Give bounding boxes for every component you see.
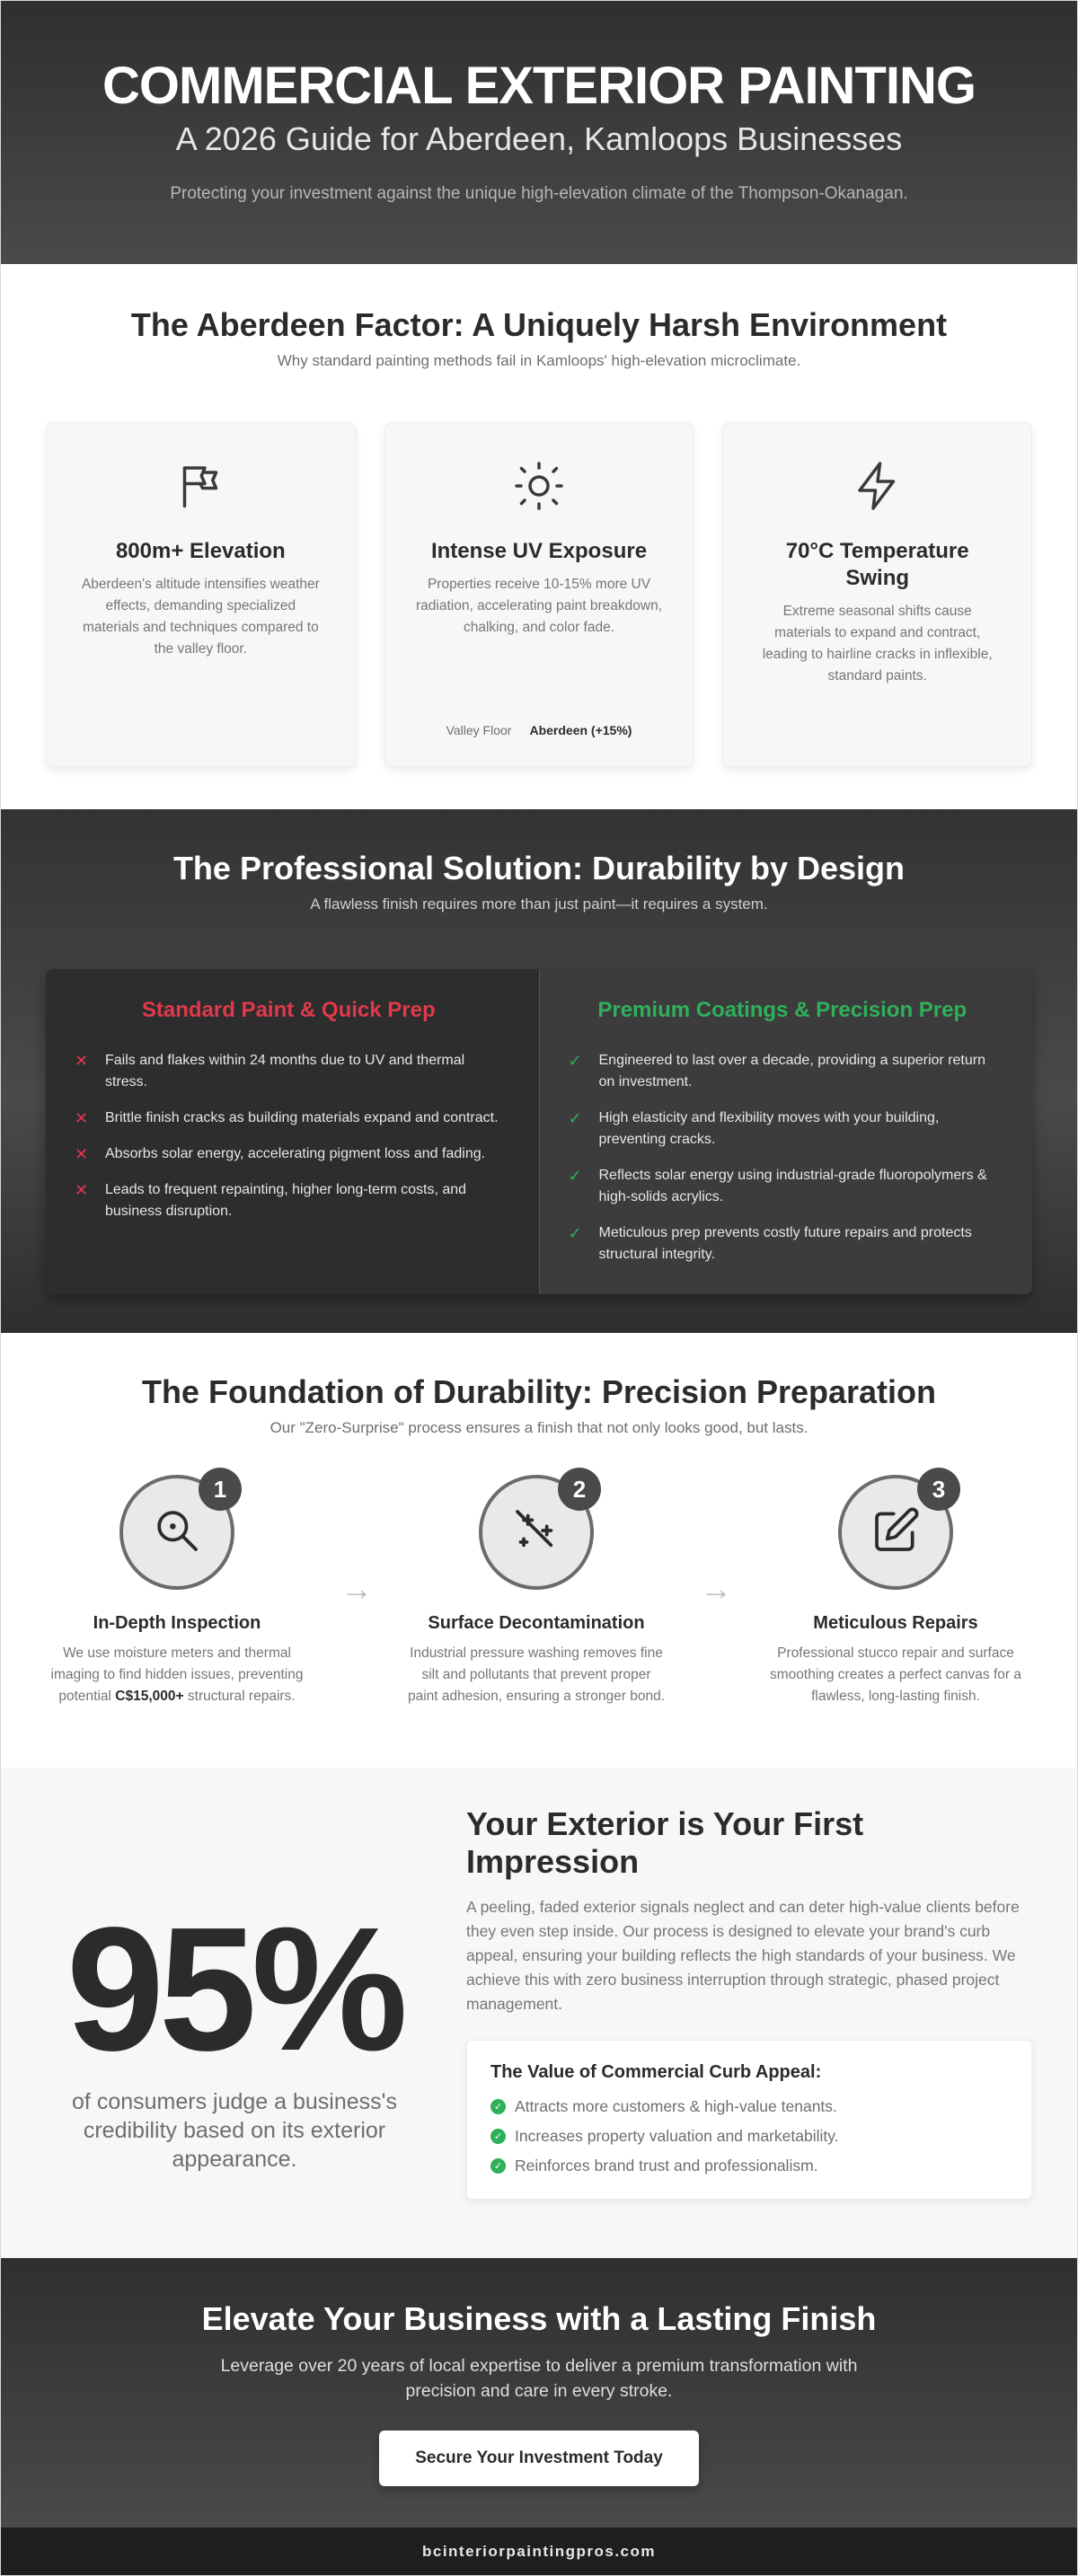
- process-steps: [1, 1475, 1077, 1707]
- premium-column: [540, 969, 1033, 1294]
- step-circle: [119, 1475, 234, 1590]
- card-title: 800m+ Elevation: [115, 539, 286, 563]
- list-item: ✓ Reinforces brand trust and professionalism.: [490, 2157, 1008, 2175]
- step-text: Industrial pressure washing removes fine silt and pollutants that prevent proper paint adhesion, ensuring a stronger bond.: [407, 1645, 666, 1704]
- prep-title: The Foundation of Durability: Precision Preparation: [141, 1373, 937, 1410]
- step-text: Professional stucco repair and surface smoothing creates a perfect canvas for a flawless, long-lasting finish.: [769, 1645, 1021, 1704]
- legend-valley: Valley Floor: [446, 723, 512, 737]
- list-item: ✓ Meticulous prep prevents costly future repairs and protects structural integrity.: [569, 1222, 997, 1266]
- arrow-right-icon: →: [340, 1570, 373, 1607]
- hero-banner: [1, 1, 1077, 264]
- curb-list: [490, 2097, 1008, 2175]
- step-decontamination: [393, 1475, 680, 1707]
- legend-aberdeen: Aberdeen (+15%): [529, 723, 632, 737]
- step-text: We use moisture meters and thermal imaging to find hidden issues, preventing potential C$15,000+ structural repairs.: [50, 1645, 304, 1704]
- magnifier-icon: [152, 1505, 202, 1560]
- step-number-badge: 3: [917, 1468, 960, 1511]
- check-icon: ✓: [568, 1052, 582, 1070]
- hero-title: COMMERCIAL EXTERIOR PAINTING: [102, 57, 976, 115]
- impression-title: Your Exterior is Your First Impression: [466, 1805, 864, 1880]
- step-repairs: [752, 1475, 1039, 1707]
- standard-heading: Standard Paint & Quick Prep: [141, 998, 436, 1022]
- list-item: ✓ Increases property valuation and marketability.: [490, 2127, 1008, 2146]
- curb-appeal-box: [466, 2040, 1032, 2200]
- list-item: ✕ Absorbs solar energy, accelerating pigment loss and fading.: [75, 1145, 486, 1163]
- impression-body: A peeling, faded exterior signals neglect and can deter high-value clients before they even step inside. Our process is designed to elevate your brand's curb appeal, ensuring your building reflects the high standards of your business. We achieve this with zero business interruption through strategic, phased project management.: [466, 1898, 1020, 2013]
- card-text: Properties receive 10-15% more UV radiation, accelerating paint breakdown, chalking, and color fade.: [416, 577, 663, 635]
- card-temperature: [722, 422, 1032, 767]
- factor-title: The Aberdeen Factor: A Uniquely Harsh Environment: [130, 306, 948, 343]
- check-circle-icon: ✓: [490, 2158, 506, 2174]
- x-icon: ✕: [75, 1145, 89, 1163]
- check-circle-icon: ✓: [490, 2099, 506, 2114]
- cta-title: Elevate Your Business with a Lasting Finish: [201, 2300, 877, 2337]
- check-icon: ✓: [568, 1224, 582, 1242]
- factor-subtitle: Why standard painting methods fail in Kamloops' high-elevation microclimate.: [277, 352, 801, 369]
- step-circle: [838, 1475, 953, 1590]
- impression-content: [423, 1805, 1032, 2258]
- standard-column: [46, 969, 540, 1294]
- factor-cards: [1, 422, 1077, 767]
- step-title: Surface Decontamination: [428, 1613, 645, 1633]
- edit-icon: [870, 1505, 921, 1560]
- step-inspection: [33, 1475, 321, 1707]
- flag-icon: [173, 459, 227, 513]
- card-text: Aberdeen's altitude intensifies weather effects, demanding specialized materials and techniques compared to the valley floor.: [81, 577, 320, 657]
- x-icon: ✕: [75, 1181, 89, 1199]
- list-item: ✓ High elasticity and flexibility moves with your building, preventing cracks.: [569, 1107, 997, 1151]
- card-title: 70°C Temperature Swing: [785, 539, 969, 590]
- solution-section: [1, 809, 1077, 1333]
- list-item: ✕ Fails and flakes within 24 months due to UV and thermal stress.: [75, 1050, 503, 1093]
- footer-domain-link[interactable]: bcinteriorpaintingpros.com: [421, 2543, 657, 2560]
- list-item: ✓ Reflects solar energy using industrial-grade fluoropolymers & high-solids acrylics.: [569, 1165, 997, 1208]
- step-circle: [479, 1475, 594, 1590]
- solution-subtitle: A flawless finish requires more than just paint—it requires a system.: [310, 895, 768, 913]
- premium-list: [569, 1050, 997, 1266]
- card-uv: [384, 422, 694, 767]
- hero-tagline: Protecting your investment against the unique high-elevation climate of the Thompson-Okanagan.: [170, 184, 908, 203]
- lightning-icon: [851, 459, 905, 513]
- curb-title: The Value of Commercial Curb Appeal:: [490, 2062, 822, 2082]
- preparation-section: [1, 1333, 1077, 1768]
- stat-block: [46, 1805, 423, 2258]
- standard-list: [75, 1050, 503, 1222]
- list-item: ✓ Engineered to last over a decade, providing a superior return on investment.: [569, 1050, 997, 1093]
- check-icon: ✓: [568, 1109, 582, 1127]
- list-item: ✕ Brittle finish cracks as building materials expand and contract.: [75, 1109, 499, 1127]
- step-number-badge: 2: [558, 1468, 601, 1511]
- step-title: In-Depth Inspection: [93, 1613, 261, 1633]
- check-circle-icon: ✓: [490, 2129, 506, 2144]
- x-icon: ✕: [75, 1052, 89, 1070]
- footer: [1, 2527, 1077, 2575]
- magic-wand-icon: [511, 1505, 561, 1560]
- stat-caption: of consumers judge a business's credibility based on its exterior appearance.: [72, 2089, 397, 2172]
- sun-icon: [512, 459, 566, 513]
- card-title: Intense UV Exposure: [430, 539, 648, 563]
- cta-section: [1, 2258, 1077, 2527]
- factor-section: [1, 264, 1077, 809]
- list-item: ✕ Leads to frequent repainting, higher long-term costs, and business disruption.: [75, 1179, 503, 1222]
- uv-legend: [385, 723, 694, 737]
- hero-subtitle: A 2026 Guide for Aberdeen, Kamloops Businesses: [175, 120, 903, 157]
- step-number-badge: 1: [199, 1468, 242, 1511]
- arrow-right-icon: →: [700, 1570, 732, 1607]
- solution-title: The Professional Solution: Durability by Design: [172, 850, 906, 887]
- x-icon: ✕: [75, 1109, 89, 1127]
- cta-text: Leverage over 20 years of local expertise to deliver a premium transformation with precision and care in every stroke.: [220, 2356, 858, 2401]
- premium-heading: Premium Coatings & Precision Prep: [597, 998, 968, 1022]
- card-text: Extreme seasonal shifts cause materials to expand and contract, leading to hairline cracks in inflexible, standard paints.: [762, 604, 993, 684]
- stat-value: 95%: [66, 1891, 403, 2087]
- check-icon: ✓: [568, 1167, 582, 1185]
- comparison-table: [46, 969, 1032, 1294]
- card-elevation: [46, 422, 356, 767]
- list-item: ✓ Attracts more customers & high-value tenants.: [490, 2097, 1008, 2116]
- secure-investment-button[interactable]: Secure Your Investment Today: [379, 2430, 699, 2486]
- impression-section: [1, 1768, 1077, 2258]
- step-title: Meticulous Repairs: [813, 1613, 978, 1633]
- prep-subtitle: Our "Zero-Surprise" process ensures a finish that not only looks good, but lasts.: [270, 1419, 808, 1436]
